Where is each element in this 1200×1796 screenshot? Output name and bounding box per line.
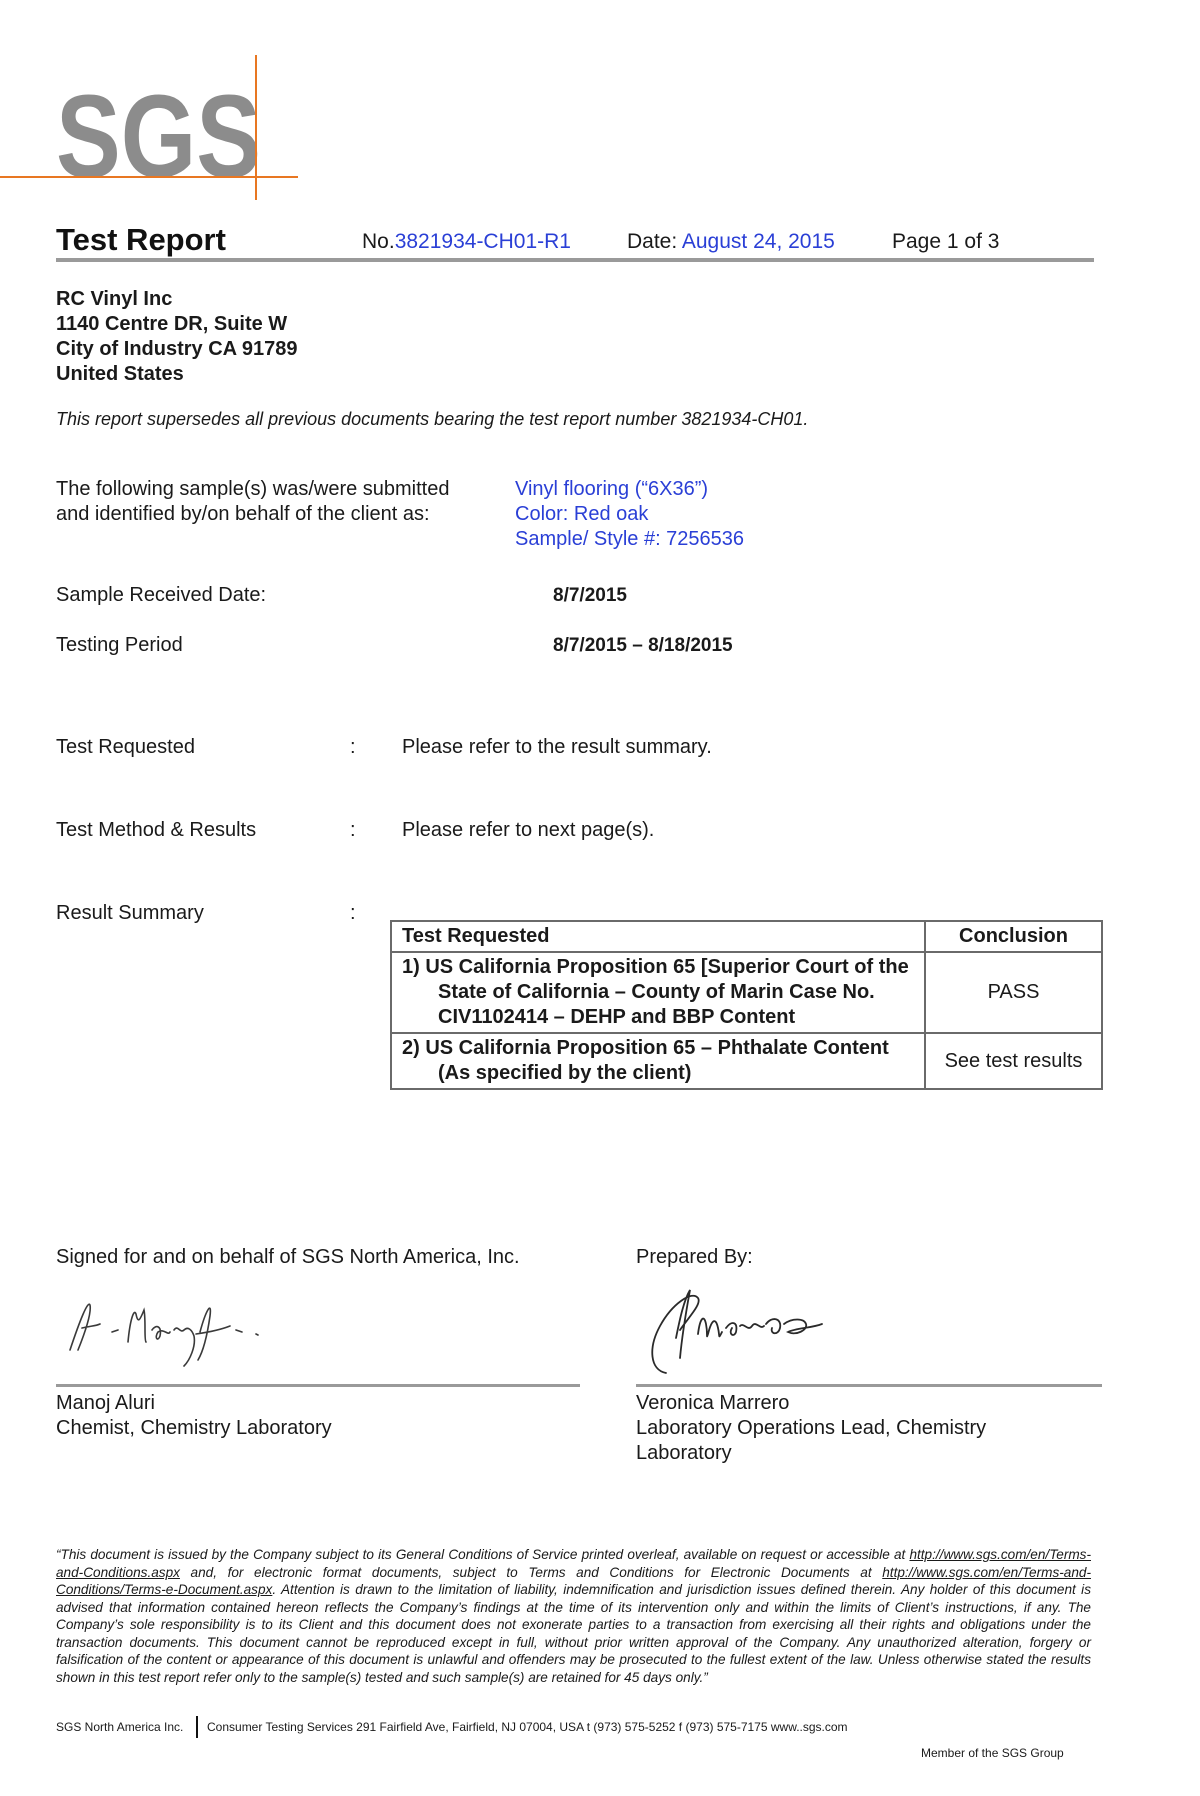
test-method-value: Please refer to next page(s). bbox=[402, 819, 655, 841]
header-conclusion: Conclusion bbox=[925, 921, 1102, 952]
signer-left bbox=[56, 1391, 332, 1441]
received-label: Sample Received Date: bbox=[56, 584, 267, 606]
test-requested-label: Test Requested bbox=[56, 736, 195, 758]
signature-veronica-marrero bbox=[636, 1278, 836, 1383]
table-row bbox=[391, 952, 1102, 1033]
client-country: United States bbox=[56, 363, 184, 385]
report-title: Test Report bbox=[56, 222, 226, 257]
signer-right-role-cont: Laboratory bbox=[636, 1442, 732, 1464]
table-header-row bbox=[391, 921, 1102, 952]
received-value: 8/7/2015 bbox=[553, 585, 627, 606]
signer-right-role: Laboratory Operations Lead, Chemistry bbox=[636, 1417, 987, 1439]
signer-left-name: Manoj Aluri bbox=[56, 1392, 155, 1414]
report-number: No.3821934-CH01-R1 bbox=[362, 230, 571, 253]
test-method-label: Test Method & Results bbox=[56, 819, 257, 841]
result-summary-colon: : bbox=[350, 902, 356, 924]
client-name: RC Vinyl Inc bbox=[56, 288, 173, 310]
testing-period-value: 8/7/2015 – 8/18/2015 bbox=[553, 635, 733, 656]
conclusion-cell: See test results bbox=[925, 1033, 1102, 1089]
footer-contact: Consumer Testing Services 291 Fairfield Ave, Fairfield, NJ 07004, USA t (973) 575-5252 f (973) 575-7175 www..sgs.com bbox=[207, 1720, 848, 1734]
result-summary-table bbox=[390, 920, 1103, 1090]
client-address bbox=[56, 287, 298, 387]
test-cell: 1) US California Proposition 65 [Superior Court of the State of California – County of Marin Case No. CIV1102414 – DEHP and BBP Content bbox=[391, 952, 925, 1033]
test-requested-colon: : bbox=[350, 736, 356, 758]
header-test-requested: Test Requested bbox=[391, 921, 925, 952]
signature-manoj-aluri bbox=[60, 1280, 280, 1375]
signature-line-right bbox=[636, 1384, 1102, 1387]
report-date: Date: August 24, 2015 bbox=[627, 230, 835, 253]
signer-left-role: Chemist, Chemistry Laboratory bbox=[56, 1417, 332, 1439]
footer-separator bbox=[196, 1716, 198, 1738]
signer-right bbox=[636, 1391, 1076, 1466]
sample-label: The following sample(s) was/were submitted and identified by/on behalf of the client as: bbox=[56, 478, 450, 525]
terms-link[interactable]: http://www.sgs.com/en/Terms-and-Conditions.aspx bbox=[56, 1547, 1091, 1580]
prepared-by-label: Prepared By: bbox=[636, 1246, 753, 1268]
terms-e-document-link[interactable]: http://www.sgs.com/en/Terms-and-Conditions/Terms-e-Document.aspx bbox=[56, 1564, 1091, 1597]
signed-on-behalf: Signed for and on behalf of SGS North America, Inc. bbox=[56, 1246, 520, 1268]
member-note: Member of the SGS Group bbox=[921, 1746, 1064, 1760]
signature-line-left bbox=[56, 1384, 580, 1387]
client-city: City of Industry CA 91789 bbox=[56, 338, 298, 360]
legal-disclaimer: “This document is issued by the Company subject to its General Conditions of Service printed overleaf, available on request or accessible at http://www.sgs.com/en/Terms-and-Conditions.aspx and, for electronic format documents, subject to Terms and Conditions for Electronic Documents at http://www.sgs.com/en/Terms-and-Conditions/Terms-e-Document.aspx. Attention is drawn to the limitation of liability, indemnification and jurisdiction issues defined therein. Any holder of this document is advised that information contained hereon reflects the Company’s findings at the time of its intervention only and within the limits of Client’s instructions, if any. The Company’s sole responsibility is to its Client and this document does not exonerate parties to a transaction from exercising all their rights and obligations under the transaction documents. This document cannot be reproduced except in full, without prior written approval of the Company. Any unauthorized alteration, forgery or falsification of the content or appearance of this document is unlawful and offenders may be prosecuted to the fullest extent of the law. Unless otherwise stated the results shown in this test report refer only to the sample(s) tested and such sample(s) are retained for 45 days only.” bbox=[56, 1547, 1091, 1685]
header-divider bbox=[56, 258, 1094, 262]
sample-description: Vinyl flooring (“6X36”) Color: Red oak Sample/ Style #: 7256536 bbox=[515, 478, 745, 550]
page-indicator: Page 1 of 3 bbox=[892, 230, 1000, 253]
signer-right-name: Veronica Marrero bbox=[636, 1392, 790, 1414]
conclusion-cell: PASS bbox=[925, 952, 1102, 1033]
test-cell: 2) US California Proposition 65 – Phthalate Content (As specified by the client) bbox=[391, 1033, 925, 1089]
table-row bbox=[391, 1033, 1102, 1089]
result-summary-label: Result Summary bbox=[56, 902, 204, 924]
test-method-colon: : bbox=[350, 819, 356, 841]
footer-company: SGS North America Inc. bbox=[56, 1720, 184, 1734]
test-requested-value: Please refer to the result summary. bbox=[402, 736, 712, 758]
testing-period-label: Testing Period bbox=[56, 634, 183, 656]
sgs-logo bbox=[0, 55, 305, 205]
client-street: 1140 Centre DR, Suite W bbox=[56, 313, 288, 335]
svg-text:SGS: SGS bbox=[56, 71, 261, 203]
supersede-note: This report supersedes all previous documents bearing the test report number 3821934-CH01. bbox=[56, 409, 809, 429]
